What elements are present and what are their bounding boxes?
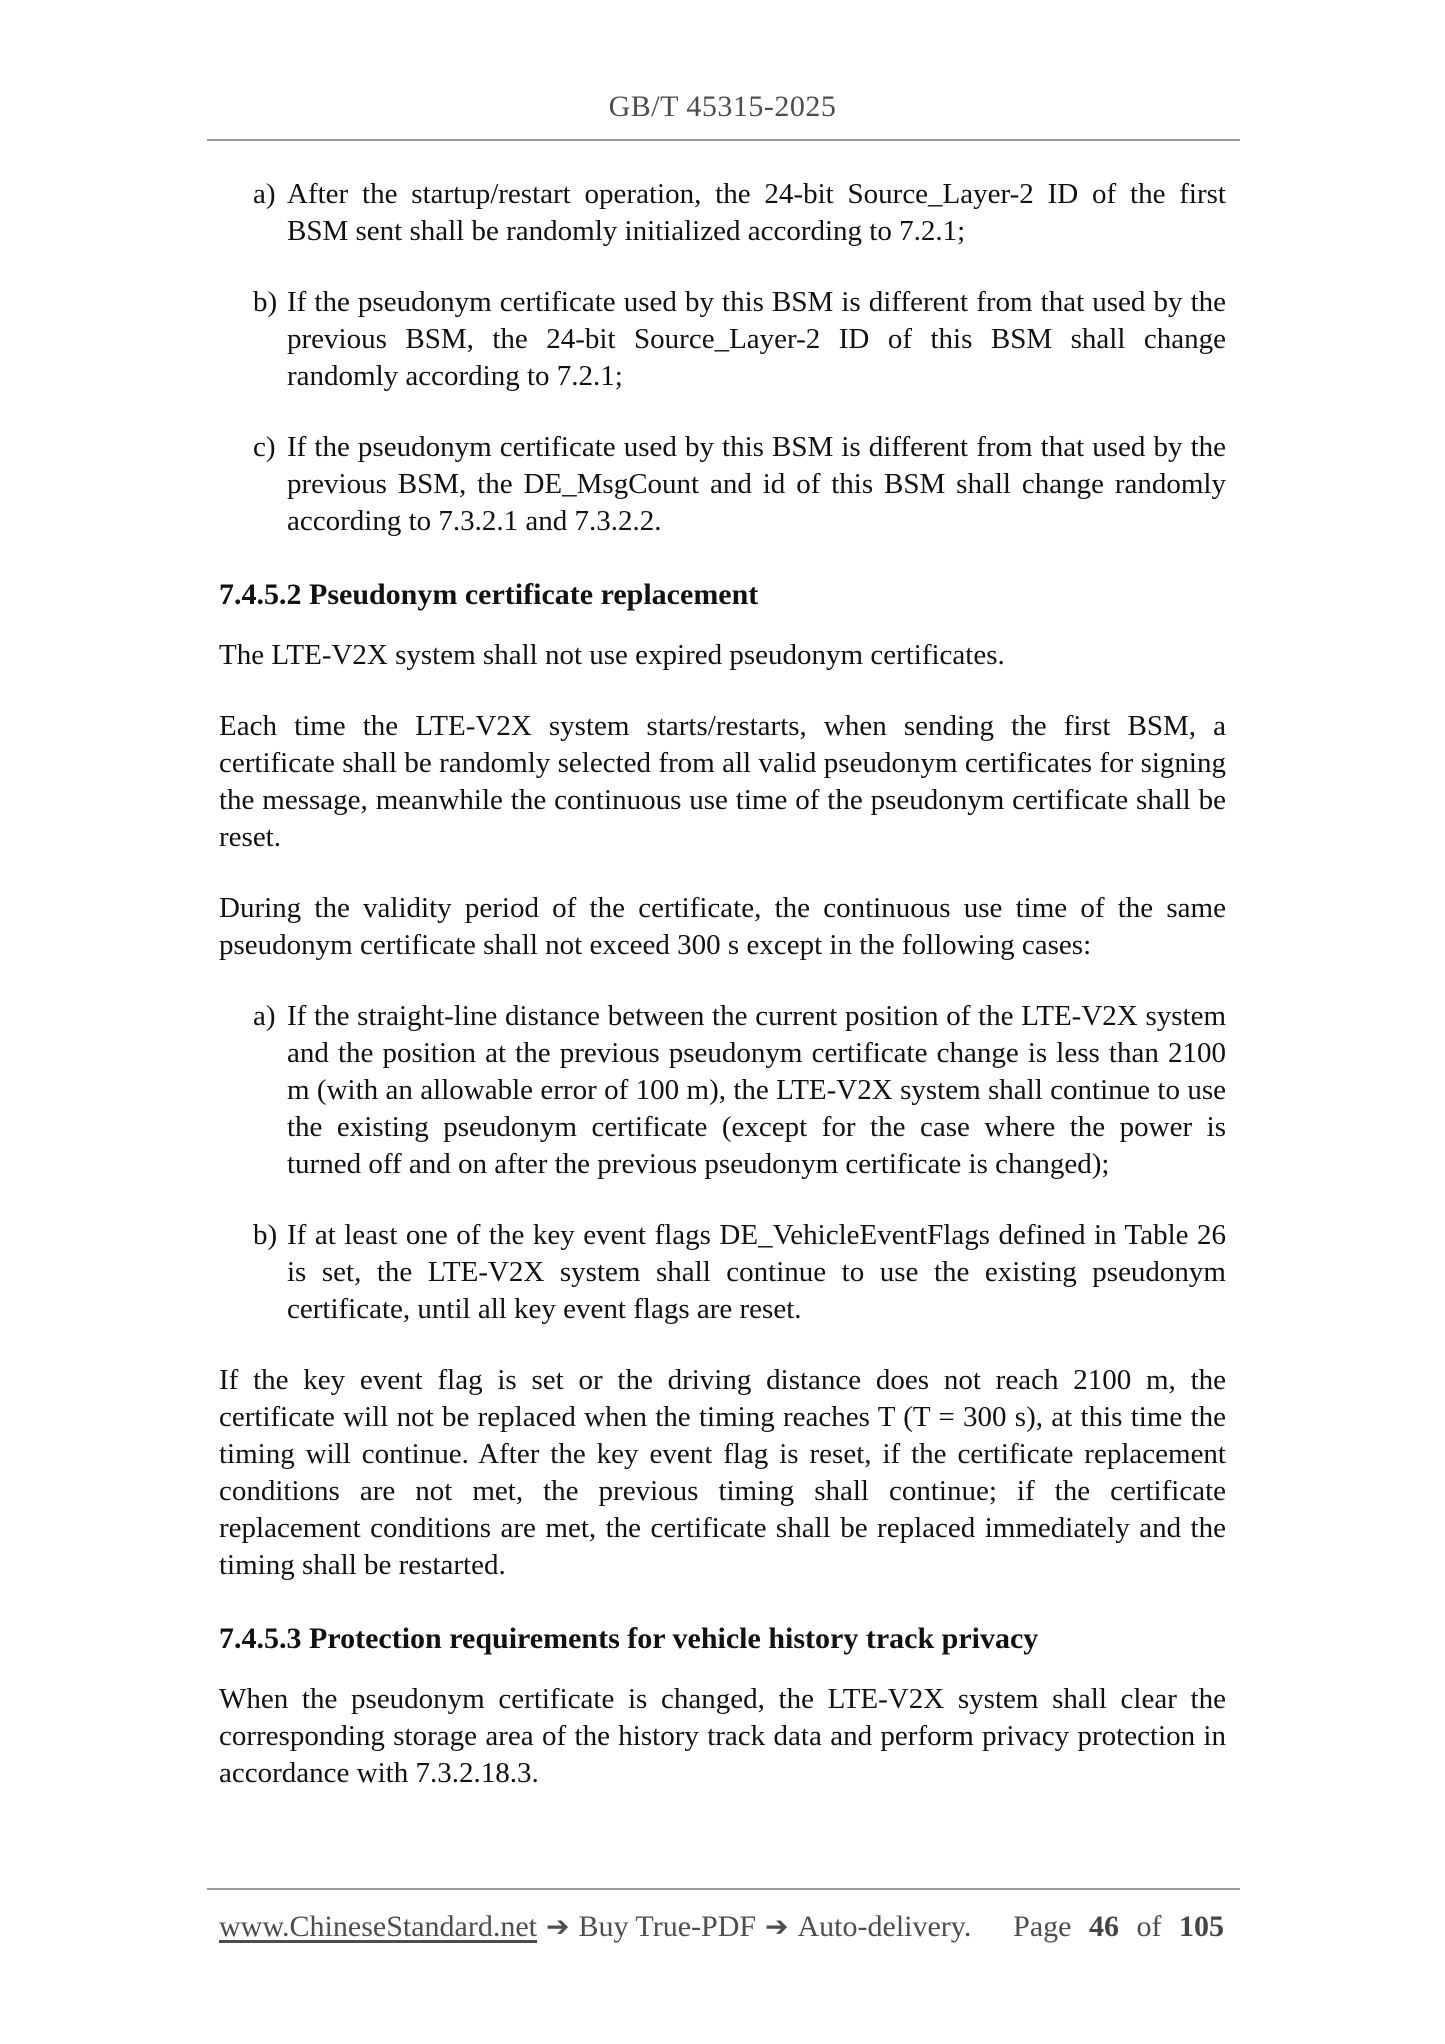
list-item-text: If at least one of the key event flags DE_VehicleEventFlags defined in Table 26 is set, the LTE-V2X system shall continue to use the existing pseudonym certificate, until all key event flags are reset. — [287, 1219, 1226, 1325]
list-item-b — [253, 284, 1226, 395]
list-item-c — [253, 429, 1226, 540]
website-link[interactable]: www.ChineseStandard.net — [219, 1910, 537, 1943]
header-doc-number: GB/T 45315-2025 — [608, 90, 837, 123]
page-footer — [219, 1908, 1224, 1946]
current-page-number: 46 — [1089, 1910, 1119, 1943]
total-pages-number: 105 — [1179, 1910, 1224, 1943]
paragraph-privacy-protection: When the pseudonym certificate is changed, the LTE-V2X system shall clear the corresponding storage area of the history track data and perform privacy protection in accordance with 7.3.2.18.3. — [219, 1683, 1226, 1789]
list-marker: a) — [253, 178, 276, 210]
page-label: Page — [1013, 1910, 1072, 1943]
list-marker: c) — [253, 431, 276, 463]
right-arrow-icon: ➔ — [765, 1910, 789, 1943]
footer-buy-text: Buy True-PDF — [578, 1910, 757, 1943]
paragraph-expired-certificates: The LTE-V2X system shall not use expired pseudonym certificates. — [219, 639, 1005, 671]
footer-promo-line — [219, 1908, 971, 1946]
paragraph-each-time: Each time the LTE-V2X system starts/restarts, when sending the first BSM, a certificate shall be randomly selected from all valid pseudonym certificates for signing the message, meanwhile the continuous use time of the pseudonym certificate shall be reset. — [219, 710, 1226, 853]
document-body — [219, 176, 1226, 1792]
list-item-case-b — [253, 1217, 1226, 1328]
footer-rule — [207, 1888, 1240, 1890]
paragraph-key-event-flag: If the key event flag is set or the driving distance does not reach 2100 m, the certificate will not be replaced when the timing reaches T (T = 300 s), at this time the timing will continue. After the key event flag is reset, if the certificate replacement conditions are not met, the previous timing shall continue; if the certificate replacement conditions are met, the certificate shall be replaced immediately and the timing shall be restarted. — [219, 1364, 1226, 1581]
of-label: of — [1136, 1910, 1162, 1943]
paragraph-during-validity: During the validity period of the certificate, the continuous use time of the same pseudonym certificate shall not exceed 300 s except in the following cases: — [219, 892, 1226, 961]
header-rule — [207, 139, 1240, 141]
section-heading-7-4-5-3: 7.4.5.3 Protection requirements for vehicle history track privacy — [219, 1622, 1039, 1655]
list-item-case-a — [253, 998, 1226, 1183]
section-heading-7-4-5-2: 7.4.5.2 Pseudonym certificate replacement — [219, 578, 759, 611]
list-item-text: If the pseudonym certificate used by this BSM is different from that used by the previous BSM, the 24-bit Source_Layer-2 ID of this BSM shall change randomly according to 7.2.1; — [287, 286, 1226, 392]
list-item-text: If the straight-line distance between the current position of the LTE-V2X system and the position at the previous pseudonym certificate change is less than 2100 m (with an allowable error of 100 m), the LTE-V2X system shall continue to use the existing pseudonym certificate (except for the case where the power is turned off and on after the previous pseudonym certificate is changed); — [287, 1000, 1226, 1180]
list-item-a — [253, 176, 1226, 250]
list-marker: b) — [253, 286, 278, 318]
list-item-text: After the startup/restart operation, the 24-bit Source_Layer-2 ID of the first BSM sent shall be randomly initialized according to 7.2.1; — [287, 178, 1226, 247]
footer-delivery-text: Auto-delivery. — [797, 1910, 972, 1943]
list-item-text: If the pseudonym certificate used by this BSM is different from that used by the previous BSM, the DE_MsgCount and id of this BSM shall change randomly according to 7.3.2.1 and 7.3.2.2. — [287, 431, 1226, 537]
list-marker: b) — [253, 1219, 278, 1251]
list-marker: a) — [253, 1000, 276, 1032]
right-arrow-icon: ➔ — [546, 1910, 570, 1943]
page-indicator — [1013, 1908, 1224, 1946]
